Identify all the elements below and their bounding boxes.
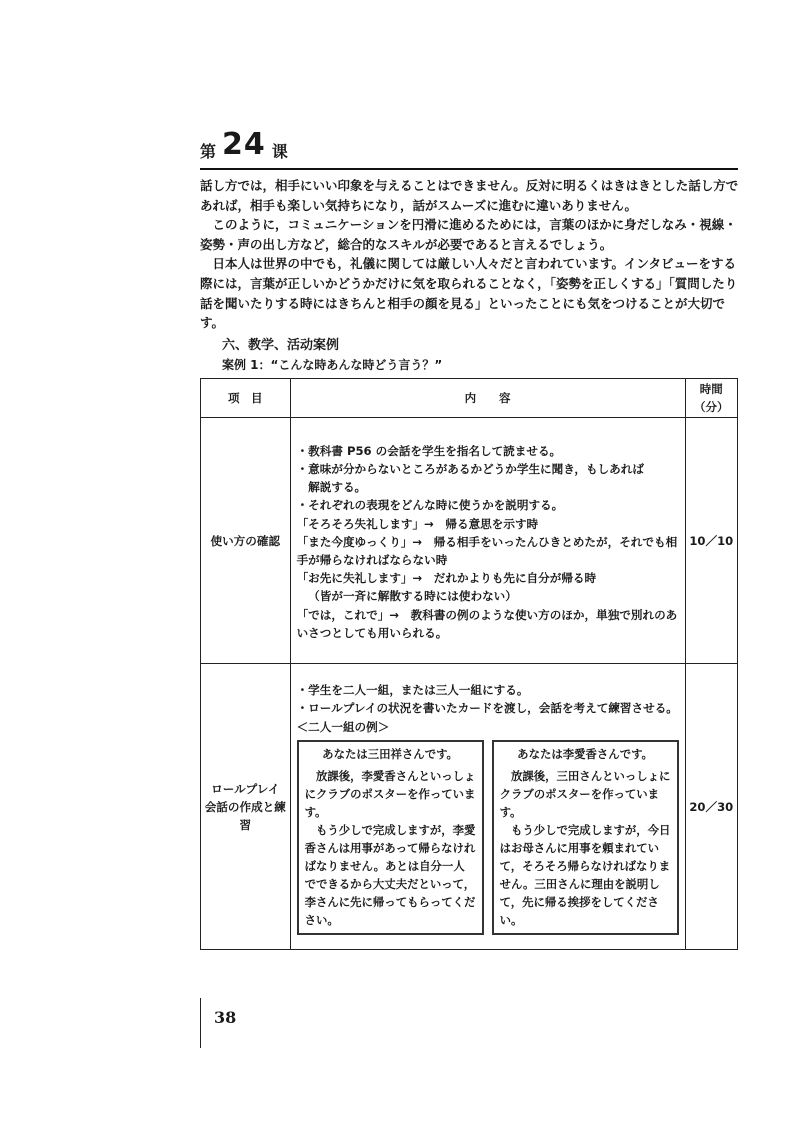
content-line: ・学生を二人一組，または三人一組にする。 — [296, 683, 529, 698]
page-number: 38 — [214, 1008, 237, 1027]
row2-item — [201, 664, 291, 950]
row1-item: 使い方の確認 — [201, 418, 291, 664]
header-rule — [200, 168, 738, 170]
header-item: 项 目 — [201, 379, 291, 418]
lesson-header — [200, 128, 288, 162]
section-title: 六、教学、活动案例 — [222, 338, 340, 353]
content-line: ＜二人一組の例＞ — [296, 719, 390, 734]
roleplay-card — [297, 740, 484, 935]
content-line: （皆が一斉に解散する時には使わない） — [308, 589, 517, 604]
card-paragraph: もう少しで完成しますが，今日はお母さんに用事を頼まれていて，そろそろ帰らなければなりません。三田さんに理由を説明して，先に帰る挨拶をしてください。 — [499, 822, 671, 927]
content-line: 解説する。 — [308, 480, 367, 495]
lesson-suffix: 课 — [271, 142, 288, 161]
page-number-rule — [200, 998, 201, 1048]
row2-item-line1: ロールプレイ — [211, 781, 280, 796]
row2-time: 20／30 — [685, 664, 737, 950]
lesson-number: 24 — [222, 127, 266, 162]
card-paragraph: 放課後，三田さんといっしょにクラブのポスターを作っています。 — [499, 768, 671, 819]
body-text — [200, 176, 740, 333]
content-line: 「では，これで」→ 教科書の例のような使い方のほか，単独で別れのあいさつとしても用いられる。 — [296, 607, 678, 640]
case-title: 案例 1：“こんな時あんな時どう言う？” — [222, 358, 443, 372]
row1-time: 10／10 — [685, 418, 737, 664]
activity-table — [200, 378, 738, 950]
roleplay-cards — [297, 740, 679, 935]
paragraph-2: このように，コミュニケーションを円滑に進めるためには，言葉のほかに身だしなみ・視線・姿勢・声の出し方など，総合的なスキルが必要であると言えるでしょう。 — [200, 217, 737, 252]
header-time: 時間（分） — [685, 379, 737, 418]
roleplay-card — [492, 740, 679, 935]
row1-content — [290, 418, 685, 664]
table-header-row — [201, 379, 738, 418]
lesson-prefix: 第 — [200, 142, 217, 161]
content-line: 「そろそろ失礼します」→ 帰る意思を示す時 — [296, 516, 539, 531]
paragraph-3: 日本人は世界の中でも，礼儀に関しては厳しい人々だと言われています。インタビューをする際には，言葉が正しいかどうかだけに気を取られることなく，「姿勢を正しくする」「質問したり話を聞いたりする時にはきちんと相手の顔を見る」といったことにも気をつけることが大切です。 — [200, 256, 738, 331]
content-line: ・教科書 P56 の会話を学生を指名して読ませる。 — [296, 443, 562, 458]
card-paragraph: 放課後，李愛香さんといっしょにクラブのポスターを作っています。 — [304, 768, 476, 819]
content-line: 「また今度ゆっくり」→ 帰る相手をいったんひきとめたが，それでも相手が帰らなければならない時 — [296, 534, 678, 567]
table-row — [201, 418, 738, 664]
card-title: あなたは三田祥さんです。 — [322, 746, 458, 761]
header-content: 内 容 — [290, 379, 685, 418]
card-title: あなたは李愛香さんです。 — [517, 746, 653, 761]
paragraph-1: 話し方では，相手にいい印象を与えることはできません。反対に明るくはきはきとした話し方であれば，相手も楽しい気持ちになり，話がスムーズに進むに違いありません。 — [200, 178, 739, 213]
content-line: ・それぞれの表現をどんな時に使うかを説明する。 — [296, 498, 564, 513]
table-row — [201, 664, 738, 950]
content-line: 「お先に失礼します」→ だれかよりも先に自分が帰る時 — [296, 571, 597, 586]
row2-content — [290, 664, 685, 950]
content-line: ・意味が分からないところがあるかどうか学生に聞き，もしあれば — [296, 461, 644, 476]
row2-item-line2: 会話の作成と練習 — [204, 799, 286, 832]
content-line: ・ロールプレイの状況を書いたカードを渡し，会話を考えて練習させる。 — [296, 701, 678, 716]
card-paragraph: もう少しで完成しますが，李愛香さんは用事があって帰らなければなりません。あとは自分一人でできるから大丈夫だといって，李さんに先に帰ってもらってください。 — [304, 822, 476, 927]
